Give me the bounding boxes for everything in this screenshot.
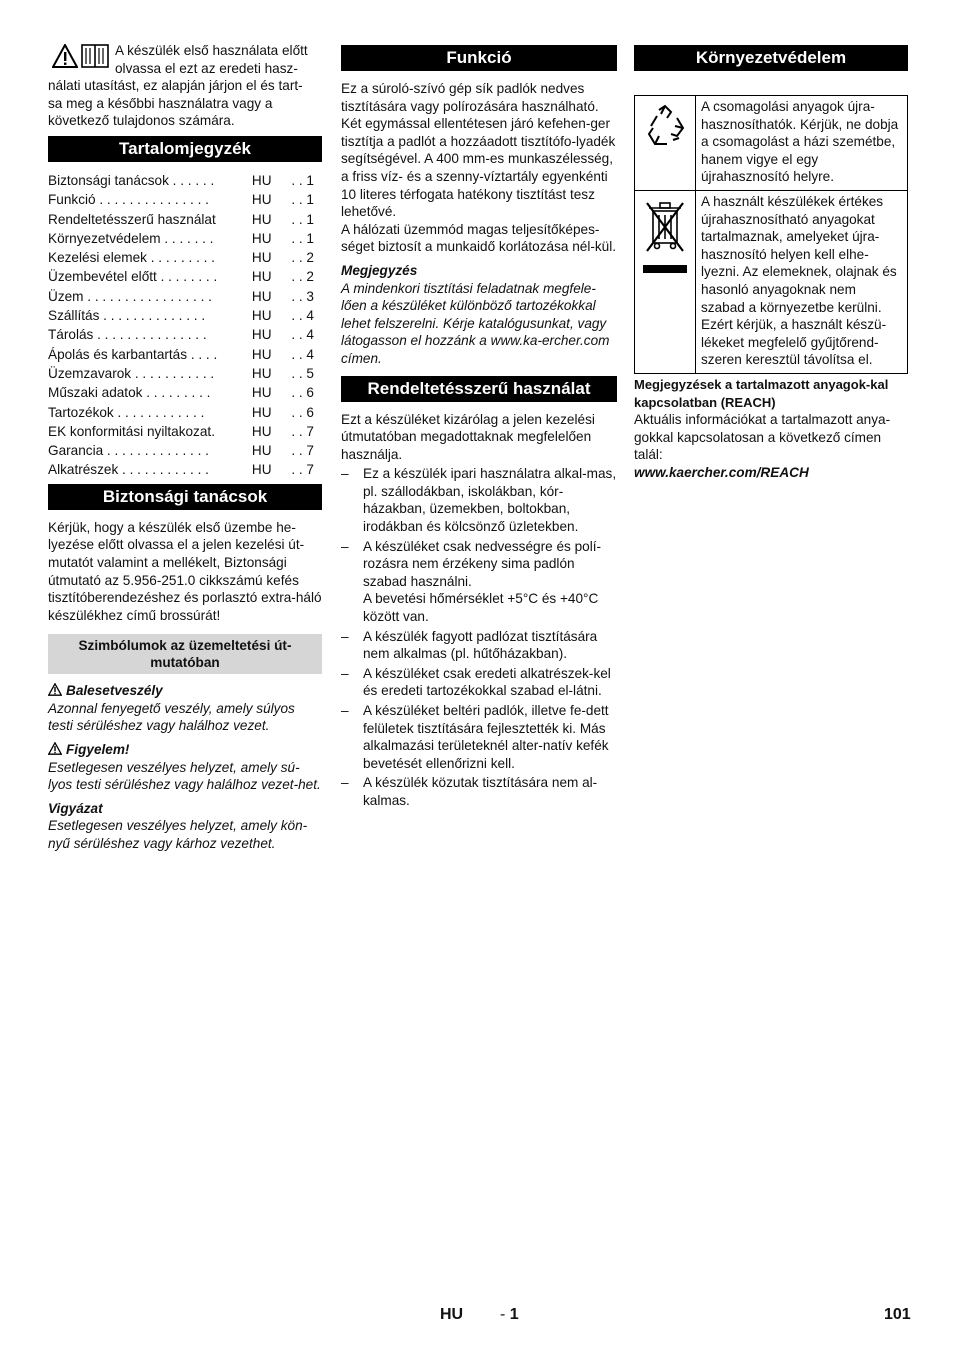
- function-text-2: A hálózati üzemmód magas teljesítőképes-séget biztosít a munkaidő korlátozása nél-kül.: [341, 221, 617, 255]
- use-intro: Ezt a készüléket kizárólag a jelen kezelési útmutatóban megadottaknak megfelelően használja.: [341, 411, 595, 462]
- crossed-bin-icon-cell: [635, 190, 696, 373]
- intro-line-2: nálati utasítást, ez alapján járjon el és tart-: [48, 78, 303, 94]
- table-row: [48, 364, 322, 383]
- table-row: [635, 96, 908, 191]
- list-item: – A készüléket beltéri padlók, illetve fe-dett felületek tisztítására fejlesztették ki. Más alkalmazási területeknél alter-natív kefék bevetését ellenőrizni kell.: [341, 702, 617, 772]
- function-heading: Funkció: [341, 45, 617, 71]
- crossed-bin-icon: [641, 197, 689, 277]
- toc-entry-lang: HU: [251, 462, 272, 478]
- toc-entry-lang: HU: [251, 288, 272, 304]
- toc-entry-page: . . 1: [291, 172, 314, 188]
- toc-entry-lang: HU: [251, 172, 272, 188]
- list-item: [341, 538, 617, 626]
- toc-entry-title: Üzem . . . . . . . . . . . . . . . . .: [48, 288, 212, 304]
- toc-entry-page: . . 4: [291, 346, 314, 362]
- toc-entry-lang: HU: [251, 365, 272, 381]
- recycle-icon: [641, 102, 689, 150]
- note-text: A mindenkori tisztítási feladatnak megfele-lően a készüléket különböző tartozékokkal lehet felszerelni. Kérje katalógusunkat, vagy látogasson el hozzánk a www.ka-ercher.com címen.: [341, 280, 610, 366]
- toc-entry-lang: HU: [251, 327, 272, 343]
- column-3: [634, 42, 908, 481]
- toc-entry-title: Üzemzavarok . . . . . . . . . . .: [48, 365, 215, 381]
- toc-entry-page: . . 1: [291, 192, 314, 208]
- safety-heading: Biztonsági tanácsok: [48, 484, 322, 510]
- toc-entry-page: . . 5: [291, 365, 314, 381]
- symbols-heading: Szimbólumok az üzemeltetési út-mutatóban: [48, 634, 322, 674]
- toc-entry-title: Ápolás és karbantartás . . . .: [48, 346, 218, 362]
- caution-text: Esetlegesen veszélyes helyzet, amely kön-nyű sérüléshez vagy kárhoz vezethet.: [48, 818, 308, 852]
- toc-entry-title: Tartozékok . . . . . . . . . . . .: [48, 404, 205, 420]
- toc-entry-title: Szállítás . . . . . . . . . . . . . .: [48, 308, 206, 324]
- manual-book-icon: [81, 44, 109, 68]
- toc-heading: Tartalomjegyzék: [48, 136, 322, 162]
- table-row: [48, 460, 322, 479]
- list-item: – A készülék közutak tisztítására nem al-kalmas.: [341, 774, 617, 809]
- footer-subpage-number: 1: [509, 1306, 519, 1323]
- table-row: [48, 248, 322, 267]
- toc-entry-title: Garancia . . . . . . . . . . . . . .: [48, 443, 209, 459]
- toc-entry-lang: HU: [251, 192, 272, 208]
- intro-line-3: sa meg a későbbi használatra vagy a: [48, 95, 273, 111]
- toc-entry-lang: HU: [251, 404, 272, 420]
- toc-entry-title: Tárolás . . . . . . . . . . . . . . .: [48, 327, 207, 343]
- toc-entry-lang: HU: [251, 423, 272, 439]
- toc-entry-title: Üzembevétel előtt . . . . . . . .: [48, 269, 218, 285]
- warning-triangle-icon: [48, 742, 62, 755]
- toc-entry-page: . . 6: [291, 385, 314, 401]
- footer-subpage: [500, 1306, 519, 1324]
- toc-entry-page: . . 3: [291, 288, 314, 304]
- toc-entry-title: Biztonsági tanácsok . . . . . .: [48, 172, 215, 188]
- toc-entry-lang: HU: [251, 211, 272, 227]
- toc-entry-page: . . 2: [291, 269, 314, 285]
- toc-entry-page: . . 1: [291, 230, 314, 246]
- footer-language: HU: [440, 1306, 464, 1323]
- toc-entry-page: . . 1: [291, 211, 314, 227]
- function-text-1: Ez a súroló-szívó gép sík padlók nedves tisztítására vagy polírozására használható. Két egymással ellentétesen járó kefehen-ger tisztítja a padlót a hozzáadott tisztítófo-lyadék segítségével. A 400 mm-es munkaszélesség, a friss víz- és a szenny-víztartály egyenkénti 10 literes térfogata hatékony tisztítást tesz lehetővé.: [341, 81, 616, 220]
- footer-dash: -: [500, 1306, 506, 1323]
- toc-entry-page: . . 7: [291, 462, 314, 478]
- toc-entry-title: Funkció . . . . . . . . . . . . . . .: [48, 192, 209, 208]
- column-1: [48, 42, 322, 853]
- list-item: – A készüléket csak eredeti alkatrészek-kel és eredeti tartozékokkal szabad el-látni.: [341, 665, 617, 700]
- toc-entry-page: . . 7: [291, 443, 314, 459]
- intro-line-1: A készülék első használata előtt olvassa el ezt az eredeti hasz-: [115, 43, 308, 76]
- table-row: [48, 171, 322, 190]
- toc-entry-page: . . 7: [291, 423, 314, 439]
- note-label: Megjegyzés: [341, 262, 418, 278]
- use-list: [341, 465, 617, 809]
- reach-heading: Megjegyzések a tartalmazott anyagok-kal kapcsolatban (REACH): [634, 376, 889, 410]
- danger-text: Azonnal fenyegető veszély, amely súlyos testi sérüléshez vagy halálhoz vezet.: [48, 700, 295, 734]
- toc-entry-page: . . 2: [291, 250, 314, 266]
- warning-triangle-icon: [52, 44, 78, 68]
- column-2: [341, 42, 617, 812]
- list-item: – Ez a készülék ipari használatra alkal-mas, pl. szállodákban, iskolákban, kór-házakban, üzemekben, boltokban, irodákban és kölcsönző üzletekben.: [341, 465, 617, 535]
- caution-label: Vigyázat: [48, 800, 103, 816]
- toc-entry-lang: HU: [251, 443, 272, 459]
- env-text-1: A csomagolási anyagok újra-hasznosíthatók. Kérjük, ne dobja a csomagolást a házi szemétbe, hanem vigye el egy újrahasznosító helyre.: [696, 96, 908, 191]
- environment-table: [634, 95, 908, 374]
- intro-line-4: következő tulajdonos számára.: [48, 113, 235, 129]
- toc-entry-page: . . 4: [291, 308, 314, 324]
- table-row: [48, 422, 322, 441]
- table-row: [48, 267, 322, 286]
- toc-entry-title: Alkatrészek . . . . . . . . . . . .: [48, 462, 209, 478]
- table-row: [48, 287, 322, 306]
- table-row: [48, 229, 322, 248]
- toc-entry-lang: HU: [251, 269, 272, 285]
- table-row: [48, 383, 322, 402]
- toc-entry-lang: HU: [251, 346, 272, 362]
- table-row: [48, 403, 322, 422]
- warning-label: Figyelem!: [66, 742, 130, 758]
- toc-entry-title: Környezetvédelem . . . . . . .: [48, 230, 214, 246]
- recycle-icon-cell: [635, 96, 696, 191]
- table-row: [635, 190, 908, 373]
- intro-icons: [52, 44, 109, 68]
- toc-entry-lang: HU: [251, 250, 272, 266]
- toc-entry-title: Rendeltetésszerű használat: [48, 211, 216, 227]
- safety-text: Kérjük, hogy a készülék első üzembe he-lyezése előtt olvassa el a jelen kezelési út-mutatót valamint a mellékelt, Biztonsági útmutató az 5.956-251.0 cikkszámú kefés tisztítóberendezéshez és porlasztó extra-háló készülékhez című brossúrát!: [48, 519, 322, 623]
- danger-label: Balesetveszély: [66, 683, 163, 699]
- toc-entry-page: . . 6: [291, 404, 314, 420]
- toc-entry-title: Kezelési elemek . . . . . . . . .: [48, 250, 215, 266]
- use-heading: Rendeltetésszerű használat: [341, 376, 617, 402]
- table-of-contents: [48, 171, 322, 480]
- page-number: 101: [884, 1306, 911, 1323]
- table-row: [48, 441, 322, 460]
- table-row: [48, 306, 322, 325]
- reach-link[interactable]: www.kaercher.com/REACH: [634, 464, 809, 480]
- warning-label-row: [48, 741, 322, 759]
- list-item-extra: A bevetési hőmérséklet +5°C és +40°C között van.: [363, 591, 599, 625]
- list-item: – A készülék fagyott padlózat tisztítására nem alkalmas (pl. hűtőházakban).: [341, 628, 617, 663]
- toc-entry-lang: HU: [251, 230, 272, 246]
- list-item-text: A készüléket csak nedvességre és polí-rozásra nem érzékeny sima padlón szabad használni.: [363, 538, 602, 589]
- table-row: [48, 210, 322, 229]
- table-row: [48, 325, 322, 344]
- warning-triangle-icon: [48, 683, 62, 696]
- toc-entry-title: EK konformitási nyiltakozat.: [48, 423, 215, 439]
- warning-text: Esetlegesen veszélyes helyzet, amely sú-lyos testi sérüléshez vagy halálhoz vezet-het.: [48, 759, 321, 793]
- intro-note: [48, 42, 322, 130]
- toc-entry-lang: HU: [251, 385, 272, 401]
- environment-heading: Környezetvédelem: [634, 45, 908, 71]
- danger-label-row: [48, 682, 322, 700]
- toc-entry-title: Műszaki adatok . . . . . . . . .: [48, 385, 211, 401]
- table-row: [48, 345, 322, 364]
- reach-text: Aktuális információkat a tartalmazott anya-gokkal kapcsolatosan a következő címen talál:: [634, 412, 891, 463]
- toc-entry-page: . . 4: [291, 327, 314, 343]
- env-text-2: A használt készülékek értékes újrahasznosítható anyagokat tartalmaznak, amelyeket újra-hasznosító helyen kell elhe-lyezni. Az elemeknek, olajnak és hasonló anyagoknak nem szabad a környezetbe kerülni. Ezért kérjük, a használt készü-lékeket megfelelő gyűjtőrend-szeren keresztül távolítsa el.: [696, 190, 908, 373]
- table-row: [48, 190, 322, 209]
- toc-entry-lang: HU: [251, 308, 272, 324]
